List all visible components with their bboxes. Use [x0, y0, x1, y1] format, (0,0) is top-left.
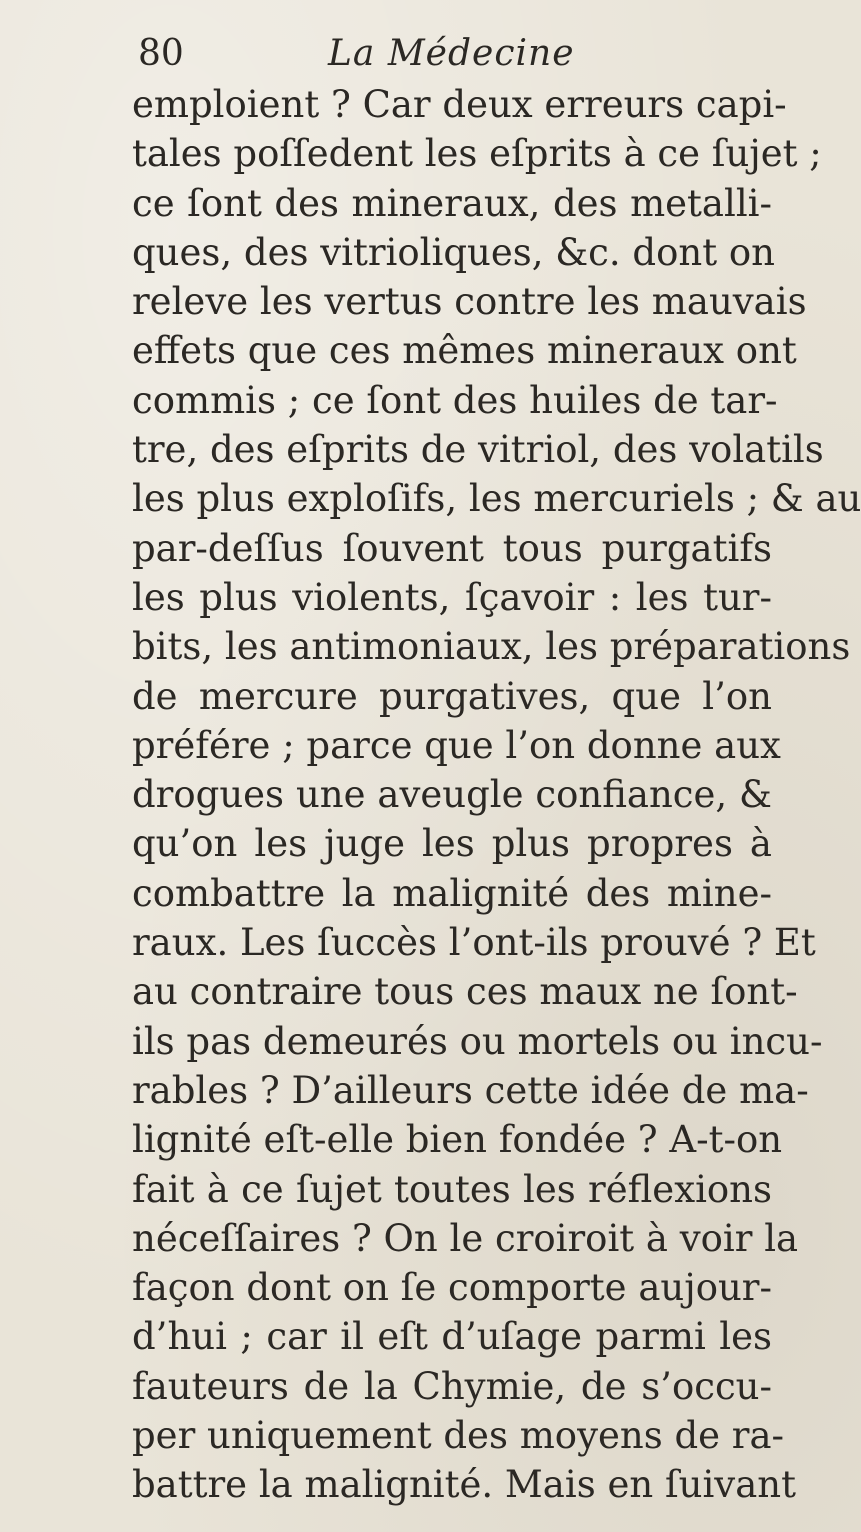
text-line: de mercure purgatives, que l’on — [132, 674, 772, 718]
text-line: tales poſſedent les eſprits à ce ſujet ; — [132, 132, 822, 176]
text-line: bits, les antimoniaux, les préparations — [132, 625, 851, 669]
text-line: les plus exploſifs, les mercuriels ; & au — [132, 477, 861, 521]
text-line: per uniquement des moyens de ra- — [132, 1414, 785, 1458]
text-line: rables ? D’ailleurs cette idée de ma- — [132, 1068, 809, 1112]
text-line: fauteurs de la Chymie, de s’occu- — [132, 1364, 772, 1408]
body-text — [132, 80, 861, 1510]
text-line: néceſſaires ? On le croiroit à voir la — [132, 1216, 799, 1260]
text-line: les plus violents, ſçavoir : les tur- — [132, 575, 772, 619]
text-line: drogues une aveugle confiance, & — [132, 773, 772, 817]
text-line: ce ſont des mineraux, des metalli- — [132, 181, 772, 225]
text-line: combattre la malignité des mine- — [132, 871, 772, 915]
text-line: lignité eſt-elle bien fondée ? A-t-on — [132, 1118, 783, 1162]
text-line: façon dont on ſe comporte aujour- — [132, 1266, 772, 1310]
text-line: ques, des vitrioliques, &c. dont on — [132, 230, 775, 274]
text-line: raux. Les ſuccès l’ont-ils prouvé ? Et — [132, 921, 816, 965]
text-line: fait à ce ſujet toutes les réflexions — [132, 1167, 772, 1211]
text-line: qu’on les juge les plus propres à — [132, 822, 772, 866]
text-line: effets que ces mêmes mineraux ont — [132, 329, 797, 373]
page-number: 80 — [138, 33, 184, 74]
page-header — [138, 28, 738, 80]
text-line: ils pas demeurés ou mortels ou incu- — [132, 1019, 823, 1063]
text-line: tre, des eſprits de vitriol, des volatils — [132, 428, 824, 472]
text-line: d’hui ; car il eſt d’uſage parmi les — [132, 1315, 772, 1359]
running-title: La Médecine — [328, 33, 575, 74]
text-line: par-deſſus ſouvent tous purgatifs — [132, 526, 772, 570]
text-line: battre la malignité. Mais en ſuivant — [132, 1463, 796, 1507]
text-line: au contraire tous ces maux ne ſont- — [132, 970, 798, 1014]
text-line: emploient ? Car deux erreurs capi- — [132, 83, 787, 126]
text-line: commis ; ce ſont des huiles de tar- — [132, 378, 778, 422]
text-line: releve les vertus contre les mauvais — [132, 280, 807, 324]
text-line: préfére ; parce que l’on donne aux — [132, 723, 781, 767]
